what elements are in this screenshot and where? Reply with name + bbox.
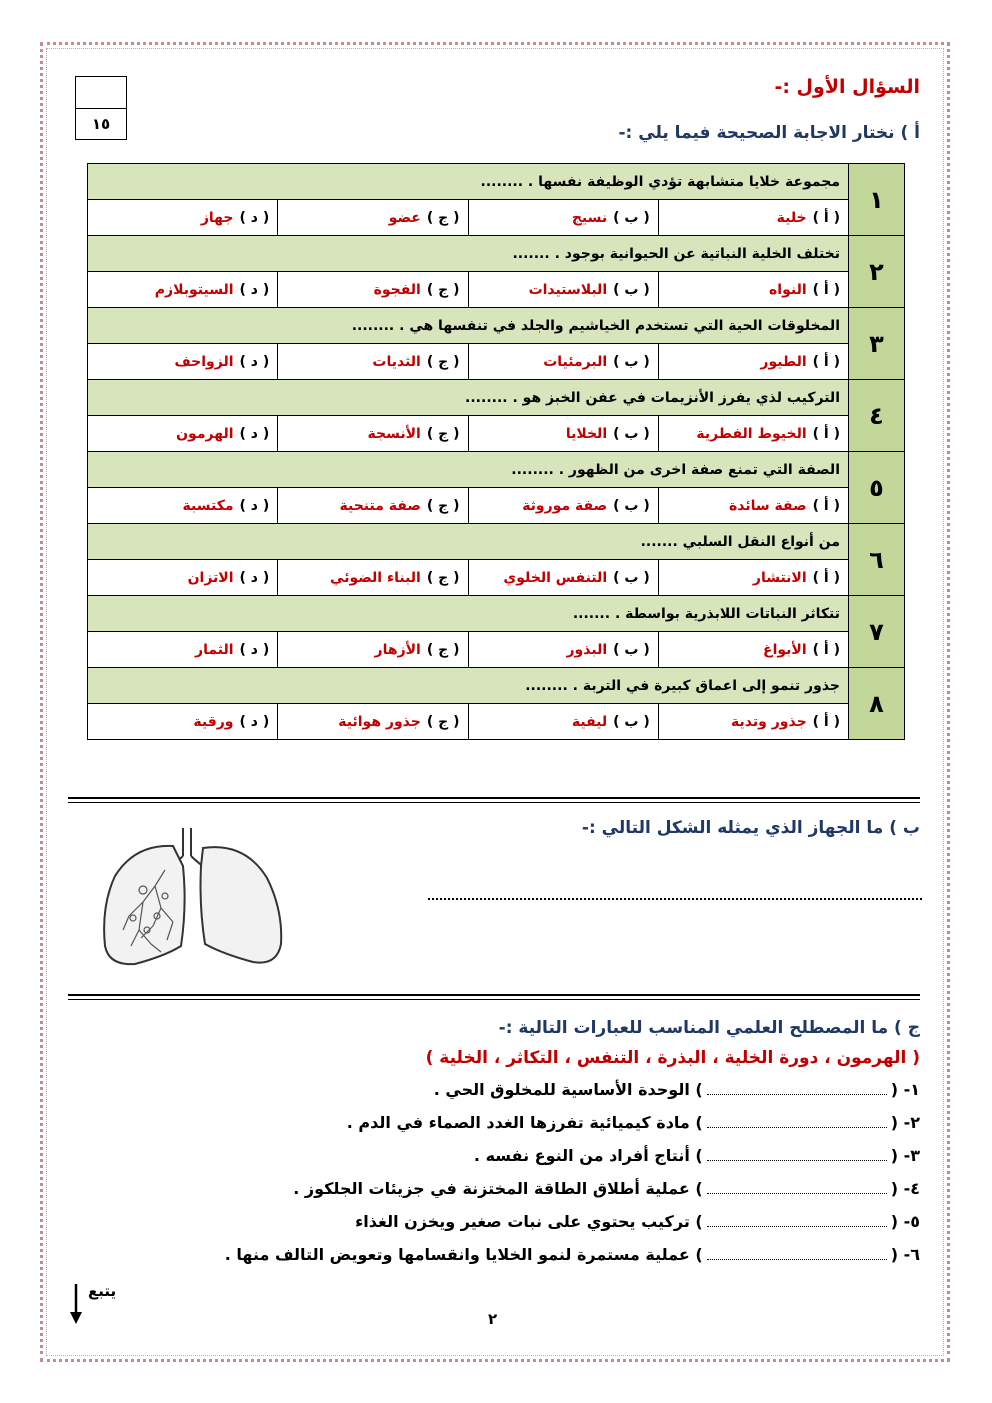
- option-label: ( أ ): [812, 569, 840, 586]
- section-a-instruction: أ ) نختار الاجابة الصحيحة فيما يلي :-: [618, 123, 920, 143]
- option-label: ( ج ): [426, 713, 460, 730]
- term-item: [293, 1179, 920, 1198]
- answer-line[interactable]: [428, 888, 922, 900]
- answer-option[interactable]: [468, 272, 658, 308]
- left-lung: [104, 846, 184, 964]
- option-text: الفجوة: [373, 281, 421, 298]
- option-text: ليفية: [571, 713, 608, 730]
- option-text: التنفس الخلوي: [503, 569, 608, 586]
- term-item-number: ٥- (: [890, 1212, 920, 1231]
- divider: [68, 999, 920, 1000]
- answer-option[interactable]: [278, 272, 468, 308]
- option-label: ( د ): [239, 713, 270, 730]
- section-b-question: ب ) ما الجهاز الذي يمثله الشكل التالي :-: [581, 818, 920, 838]
- question-options-row: [88, 416, 905, 452]
- question-options-row: [88, 632, 905, 668]
- option-label: ( د ): [239, 425, 270, 442]
- question-stem: المخلوقات الحية التي تستخدم الخياشيم والجلد في تنفسها هي . ........: [88, 308, 849, 344]
- answer-option[interactable]: [468, 488, 658, 524]
- question-options-row: [88, 488, 905, 524]
- question-options-row: [88, 344, 905, 380]
- answer-option[interactable]: [88, 272, 278, 308]
- answer-option[interactable]: [468, 632, 658, 668]
- question-stem-row: [88, 380, 905, 416]
- option-label: ( ج ): [426, 209, 460, 226]
- question-stem-row: [88, 452, 905, 488]
- option-text: الطيور: [760, 353, 807, 370]
- option-text: البناء الضوئي: [330, 569, 421, 586]
- option-text: الأزهار: [374, 641, 421, 658]
- answer-option[interactable]: [278, 416, 468, 452]
- option-text: البذور: [566, 641, 608, 658]
- term-item: [474, 1146, 920, 1165]
- question-stem-row: [88, 236, 905, 272]
- option-label: ( أ ): [812, 713, 840, 730]
- question-number: ٦: [849, 524, 905, 596]
- option-text: صفة سائدة: [729, 497, 807, 514]
- mcq-table: [87, 163, 905, 740]
- answer-option[interactable]: [658, 416, 848, 452]
- question-stem-row: [88, 164, 905, 200]
- option-text: الخيوط الفطرية: [696, 425, 807, 442]
- answer-option[interactable]: [88, 344, 278, 380]
- question-number: ٤: [849, 380, 905, 452]
- term-item-text: ) الوحدة الأساسية للمخلوق الحي .: [433, 1080, 703, 1099]
- answer-option[interactable]: [278, 560, 468, 596]
- answer-option[interactable]: [278, 488, 468, 524]
- option-text: ورقية: [193, 713, 234, 730]
- term-answer-blank[interactable]: [707, 1216, 887, 1227]
- term-item: [355, 1212, 920, 1231]
- term-item-number: ٣- (: [890, 1146, 920, 1165]
- option-label: ( أ ): [812, 353, 840, 370]
- answer-option[interactable]: [468, 200, 658, 236]
- option-text: الخلايا: [565, 425, 608, 442]
- option-label: ( ب ): [613, 497, 650, 514]
- answer-option[interactable]: [658, 632, 848, 668]
- option-label: ( د ): [239, 497, 270, 514]
- answer-option[interactable]: [278, 704, 468, 740]
- option-label: ( د ): [239, 353, 270, 370]
- question-stem-row: [88, 596, 905, 632]
- option-label: ( ب ): [613, 641, 650, 658]
- option-label: ( ج ): [426, 497, 460, 514]
- term-item-text: ) مادة كيميائية تفرزها الغدد الصماء في الدم .: [346, 1113, 703, 1132]
- answer-option[interactable]: [658, 344, 848, 380]
- answer-option[interactable]: [278, 344, 468, 380]
- answer-option[interactable]: [658, 560, 848, 596]
- option-text: خلية: [776, 209, 807, 226]
- divider: [68, 802, 920, 803]
- question-options-row: [88, 272, 905, 308]
- answer-option[interactable]: [88, 704, 278, 740]
- term-answer-blank[interactable]: [707, 1117, 887, 1128]
- term-item-text: ) عملية مستمرة لنمو الخلايا وانقسامها وتعويض التالف منها .: [224, 1245, 703, 1264]
- answer-option[interactable]: [278, 632, 468, 668]
- option-label: ( ج ): [426, 425, 460, 442]
- option-label: ( أ ): [812, 497, 840, 514]
- option-label: ( ج ): [426, 569, 460, 586]
- question-number: ٢: [849, 236, 905, 308]
- option-label: ( د ): [239, 209, 270, 226]
- question-number: ٨: [849, 668, 905, 740]
- answer-option[interactable]: [88, 488, 278, 524]
- answer-option[interactable]: [468, 416, 658, 452]
- option-label: ( د ): [239, 281, 270, 298]
- question-stem: الصفة التي تمنع صفة اخرى من الظهور . ........: [88, 452, 849, 488]
- question-stem: مجموعة خلايا متشابهة تؤدي الوظيفة نفسها . ........: [88, 164, 849, 200]
- option-label: ( ب ): [613, 209, 650, 226]
- question-title: السؤال الأول :-: [774, 76, 920, 98]
- option-label: ( ج ): [426, 641, 460, 658]
- option-text: صفة موروثة: [522, 497, 608, 514]
- term-item-number: ٤- (: [890, 1179, 920, 1198]
- question-stem: جذور تنمو إلى اعماق كبيرة في التربة . ........: [88, 668, 849, 704]
- score-blank: [76, 77, 126, 109]
- section-c-terms: ( الهرمون ، دورة الخلية ، البذرة ، التنفس ، التكاثر ، الخلية ): [425, 1048, 920, 1068]
- question-stem: تتكاثر النباتات اللابذرية بواسطة . .......: [88, 596, 849, 632]
- option-label: ( أ ): [812, 641, 840, 658]
- option-text: السيتوبلازم: [154, 281, 234, 298]
- term-item-text: ) تركيب يحتوي على نبات صغير ويخزن الغذاء: [355, 1212, 703, 1231]
- question-stem-row: [88, 308, 905, 344]
- score-box: [75, 76, 127, 140]
- option-label: ( ب ): [613, 353, 650, 370]
- option-text: جذور هوائية: [338, 713, 421, 730]
- question-options-row: [88, 200, 905, 236]
- follow-label: يتبع: [88, 1282, 117, 1300]
- answer-option[interactable]: [278, 200, 468, 236]
- option-text: الثديات: [372, 353, 421, 370]
- answer-option[interactable]: [88, 632, 278, 668]
- option-text: عضو: [388, 209, 421, 226]
- option-label: ( د ): [239, 641, 270, 658]
- option-label: ( أ ): [812, 281, 840, 298]
- term-item: [225, 1245, 920, 1264]
- option-text: الزواحف: [174, 353, 234, 370]
- follow-indicator: [70, 1282, 130, 1322]
- option-label: ( ج ): [426, 353, 460, 370]
- question-number: ٥: [849, 452, 905, 524]
- answer-option[interactable]: [468, 704, 658, 740]
- question-stem: تختلف الخلية النباتية عن الحيوانية بوجود . .......: [88, 236, 849, 272]
- option-text: الثمار: [195, 641, 234, 658]
- score-total: ١٥: [91, 115, 111, 133]
- lungs-illustration: [95, 826, 295, 971]
- question-stem-row: [88, 524, 905, 560]
- question-options-row: [88, 704, 905, 740]
- option-text: البلاستيدات: [528, 281, 608, 298]
- option-text: الاتزان: [187, 569, 234, 586]
- option-text: النواه: [769, 281, 807, 298]
- option-label: ( ب ): [613, 569, 650, 586]
- term-item: [347, 1113, 920, 1132]
- term-item-number: ٦- (: [890, 1245, 920, 1264]
- term-answer-blank[interactable]: [707, 1084, 887, 1095]
- question-stem: التركيب لذي يفرز الأنزيمات في عفن الخبز هو . ........: [88, 380, 849, 416]
- option-label: ( ج ): [426, 281, 460, 298]
- right-lung: [201, 847, 282, 962]
- question-stem: من أنواع النقل السلبي .......: [88, 524, 849, 560]
- down-arrow-icon: [70, 1284, 82, 1324]
- term-item: [434, 1080, 920, 1099]
- divider: [68, 797, 920, 799]
- answer-option[interactable]: [468, 344, 658, 380]
- answer-option[interactable]: [658, 704, 848, 740]
- answer-option[interactable]: [88, 560, 278, 596]
- answer-option[interactable]: [658, 200, 848, 236]
- answer-option[interactable]: [468, 560, 658, 596]
- question-number: ٧: [849, 596, 905, 668]
- term-item-text: ) عملية أطلاق الطاقة المختزنة في جزيئات الجلكوز .: [293, 1179, 703, 1198]
- term-item-text: ) أنتاج أفراد من النوع نفسه .: [473, 1146, 703, 1165]
- page-number: ٢: [488, 1310, 498, 1328]
- option-label: ( ب ): [613, 713, 650, 730]
- answer-option[interactable]: [658, 272, 848, 308]
- answer-option[interactable]: [88, 416, 278, 452]
- option-text: صفة متنحية: [339, 497, 421, 514]
- term-item-number: ٢- (: [890, 1113, 920, 1132]
- option-text: جهاز: [200, 209, 234, 226]
- answer-option[interactable]: [88, 200, 278, 236]
- divider: [68, 994, 920, 996]
- term-answer-blank[interactable]: [707, 1150, 887, 1161]
- option-text: الهرمون: [176, 425, 234, 442]
- question-stem-row: [88, 668, 905, 704]
- option-label: ( ب ): [613, 281, 650, 298]
- option-text: نسيج: [571, 209, 608, 226]
- option-label: ( د ): [239, 569, 270, 586]
- term-answer-blank[interactable]: [707, 1249, 887, 1260]
- question-number: ٣: [849, 308, 905, 380]
- option-label: ( أ ): [812, 425, 840, 442]
- section-c-question: ج ) ما المصطلح العلمي المناسب للعبارات التالية :-: [498, 1018, 920, 1038]
- option-text: مكتسبة: [182, 497, 234, 514]
- answer-option[interactable]: [658, 488, 848, 524]
- option-text: الانتشار: [752, 569, 807, 586]
- term-item-number: ١- (: [890, 1080, 920, 1099]
- option-label: ( ب ): [613, 425, 650, 442]
- option-text: البرمئيات: [543, 353, 608, 370]
- question-number: ١: [849, 164, 905, 236]
- option-label: ( أ ): [812, 209, 840, 226]
- question-options-row: [88, 560, 905, 596]
- option-text: جذور وتدية: [731, 713, 807, 730]
- trachea: [183, 828, 191, 856]
- option-text: الأنسجة: [367, 425, 421, 442]
- term-answer-blank[interactable]: [707, 1183, 887, 1194]
- option-text: الأبواغ: [763, 641, 807, 658]
